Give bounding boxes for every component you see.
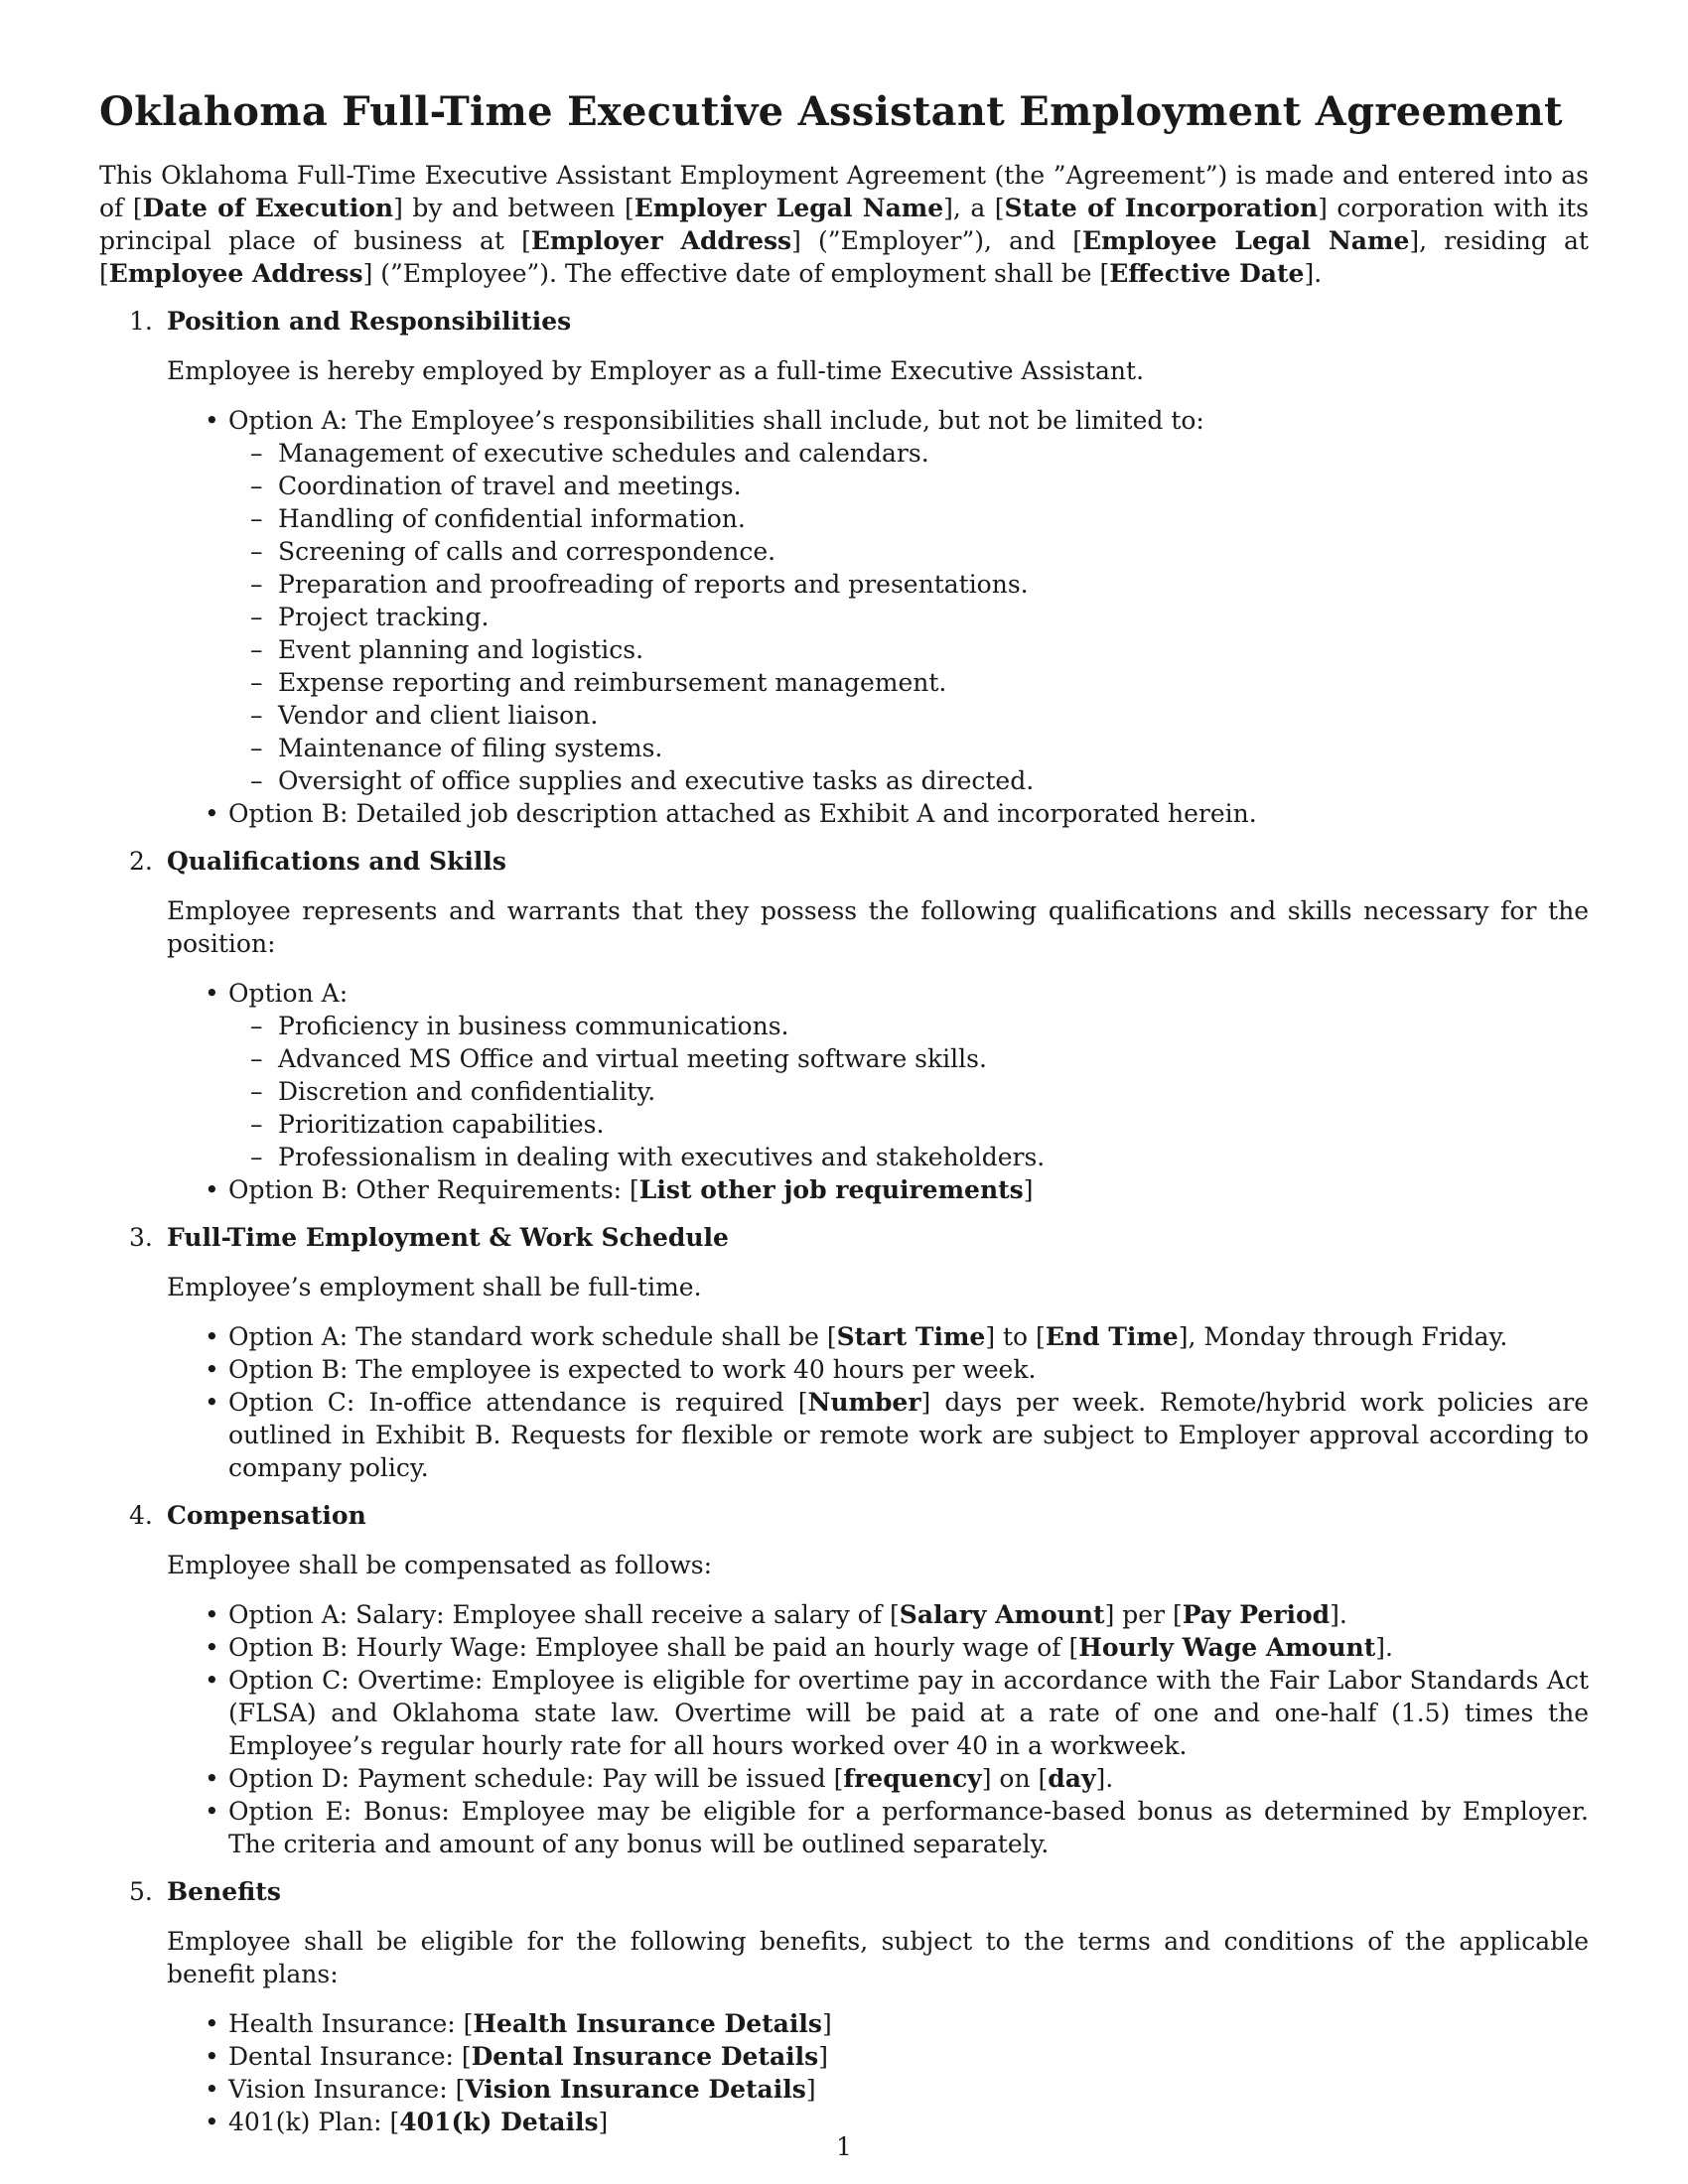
field-other-requirements: List other job requirements bbox=[638, 1175, 1024, 1204]
field-day: day bbox=[1048, 1764, 1096, 1793]
list-item: – Expense reporting and reimbursement management. bbox=[278, 666, 1589, 699]
list-item: – Event planning and logistics. bbox=[278, 633, 1589, 666]
option-text: Option C: In-office attendance is required [ bbox=[228, 1388, 808, 1417]
option-text: ] to [ bbox=[985, 1322, 1046, 1351]
intro-text: ], residing at [ bbox=[99, 226, 1589, 288]
document-page bbox=[99, 87, 1589, 2138]
page-number: 1 bbox=[836, 2132, 852, 2161]
list-item: – Prioritization capabilities. bbox=[278, 1108, 1589, 1141]
section-intro: Employee’s employment shall be full-time. bbox=[167, 1273, 702, 1301]
list-item: – Management of executive schedules and calendars. bbox=[278, 437, 1589, 470]
section-title: Position and Responsibilities bbox=[167, 307, 572, 336]
list-item: – Vendor and client liaison. bbox=[278, 699, 1589, 732]
benefit-label: Dental Insurance: [ bbox=[228, 2042, 472, 2071]
list-item: – Handling of confidential information. bbox=[278, 502, 1589, 535]
section-intro: Employee shall be compensated as follows: bbox=[167, 1551, 713, 1579]
responsibilities-list bbox=[228, 437, 1589, 797]
option-text: Option B: Other Requirements: [ bbox=[228, 1175, 639, 1204]
section-title: Compensation bbox=[167, 1501, 366, 1530]
field-hourly-wage-amount: Hourly Wage Amount bbox=[1078, 1633, 1376, 1662]
benefit-close: ] bbox=[805, 2075, 816, 2104]
list-item: – Oversight of office supplies and executive tasks as directed. bbox=[278, 764, 1589, 797]
section-number: 5. bbox=[129, 1877, 153, 1906]
intro-text: ] (”Employer”), and [ bbox=[791, 226, 1082, 255]
field-employee-legal-name: Employee Legal Name bbox=[1081, 226, 1410, 255]
field-employer-address: Employer Address bbox=[530, 226, 792, 255]
option-text: ] days per week. Remote/hybrid work policies are outlined in Exhibit B. Requests for flexible or remote work are subject to Employer approval according to company policy. bbox=[228, 1388, 1590, 1482]
field-employee-address: Employee Address bbox=[108, 259, 363, 288]
option-text: Option D: Payment schedule: Pay will be issued [ bbox=[228, 1764, 844, 1793]
benefit-close: ] bbox=[598, 2108, 609, 2136]
list-item: – Professionalism in dealing with executives and stakeholders. bbox=[278, 1141, 1589, 1173]
option-text: ]. bbox=[1330, 1600, 1347, 1629]
list-item: – Proficiency in business communications. bbox=[278, 1010, 1589, 1042]
option-text: Option A: Salary: Employee shall receive a salary of [ bbox=[228, 1600, 900, 1629]
section-number: 1. bbox=[129, 307, 153, 336]
field-start-time: Start Time bbox=[836, 1322, 986, 1351]
options-list bbox=[167, 1598, 1589, 1860]
field-end-time: End Time bbox=[1045, 1322, 1179, 1351]
option-item bbox=[228, 1320, 1589, 1353]
option-item bbox=[228, 1598, 1589, 1631]
options-list bbox=[167, 1320, 1589, 1484]
option-text: Option A: The Employee’s responsibilities shall include, but not be limited to: bbox=[228, 406, 1204, 435]
list-item: – Project tracking. bbox=[278, 601, 1589, 633]
options-list bbox=[167, 977, 1589, 1206]
section-title: Full-Time Employment & Work Schedule bbox=[167, 1223, 729, 1252]
list-item: – Preparation and proofreading of reports and presentations. bbox=[278, 568, 1589, 601]
option-text: ], Monday through Friday. bbox=[1178, 1322, 1508, 1351]
option-text: ] per [ bbox=[1104, 1600, 1183, 1629]
section-title: Benefits bbox=[167, 1877, 281, 1906]
field-frequency: frequency bbox=[843, 1764, 982, 1793]
section-number: 2. bbox=[129, 847, 153, 876]
option-text: ] bbox=[1023, 1175, 1034, 1204]
benefit-close: ] bbox=[821, 2009, 832, 2038]
option-text: Option A: bbox=[228, 979, 349, 1008]
intro-text: ], a [ bbox=[943, 194, 1005, 222]
field-health-insurance: Health Insurance Details bbox=[473, 2009, 822, 2038]
section-position-responsibilities bbox=[99, 305, 1589, 830]
benefit-item bbox=[228, 2073, 1589, 2106]
option-item: • Option B: The employee is expected to work 40 hours per week. bbox=[228, 1353, 1589, 1386]
intro-text: This Oklahoma Full-Time Executive Assistant Employment Agreement (the ”Agreement”) is made and entered into as of [ bbox=[99, 161, 1589, 222]
list-item: – Screening of calls and correspondence. bbox=[278, 535, 1589, 568]
intro-text: ] corporation with its principal place of business at [ bbox=[99, 194, 1589, 255]
document-title: Oklahoma Full-Time Executive Assistant Employment Agreement bbox=[99, 88, 1563, 135]
option-item bbox=[228, 404, 1589, 797]
option-item bbox=[228, 1173, 1589, 1206]
option-item: • Option E: Bonus: Employee may be eligible for a performance-based bonus as determined by Employer. The criteria and amount of any bonus will be outlined separately. bbox=[228, 1795, 1589, 1860]
field-salary-amount: Salary Amount bbox=[899, 1600, 1105, 1629]
section-intro: Employee represents and warrants that they possess the following qualifications and skills necessary for the position: bbox=[167, 896, 1589, 958]
option-text: Option B: Hourly Wage: Employee shall be paid an hourly wage of [ bbox=[228, 1633, 1079, 1662]
benefit-label: Vision Insurance: [ bbox=[228, 2075, 466, 2104]
field-effective-date: Effective Date bbox=[1109, 259, 1305, 288]
qualifications-list bbox=[228, 1010, 1589, 1173]
option-item bbox=[228, 977, 1589, 1173]
section-compensation bbox=[99, 1499, 1589, 1860]
benefit-label: Health Insurance: [ bbox=[228, 2009, 474, 2038]
benefit-item bbox=[228, 2007, 1589, 2040]
option-text: ]. bbox=[1375, 1633, 1393, 1662]
benefit-item bbox=[228, 2040, 1589, 2073]
section-benefits bbox=[99, 1875, 1589, 2138]
intro-text: ]. bbox=[1304, 259, 1323, 288]
options-list bbox=[167, 404, 1589, 830]
option-text: ]. bbox=[1095, 1764, 1114, 1793]
field-pay-period: Pay Period bbox=[1182, 1600, 1331, 1629]
benefit-label: 401(k) Plan: [ bbox=[228, 2108, 400, 2136]
section-intro: Employee is hereby employed by Employer as a full-time Executive Assistant. bbox=[167, 356, 1145, 385]
intro-paragraph bbox=[99, 159, 1589, 290]
section-qualifications-skills bbox=[99, 845, 1589, 1206]
field-number-days: Number bbox=[807, 1388, 921, 1417]
field-vision-insurance: Vision Insurance Details bbox=[465, 2075, 806, 2104]
section-work-schedule bbox=[99, 1221, 1589, 1484]
section-title: Qualifications and Skills bbox=[167, 847, 506, 876]
section-intro: Employee shall be eligible for the following benefits, subject to the terms and conditions of the applicable benefit plans: bbox=[167, 1927, 1589, 1988]
option-item bbox=[228, 1762, 1589, 1795]
option-item: • Option C: Overtime: Employee is eligible for overtime pay in accordance with the Fair Labor Standards Act (FLSA) and Oklahoma state law. Overtime will be paid at a rate of one and one-half (1.5) times the Employee’s regular hourly rate for all hours worked over 40 in a workweek. bbox=[228, 1664, 1589, 1762]
field-dental-insurance: Dental Insurance Details bbox=[471, 2042, 819, 2071]
field-state-of-incorporation: State of Incorporation bbox=[1004, 194, 1319, 222]
option-text: Option A: The standard work schedule shall be [ bbox=[228, 1322, 837, 1351]
option-item bbox=[228, 1631, 1589, 1664]
field-date-of-execution: Date of Execution bbox=[142, 194, 394, 222]
section-number: 4. bbox=[129, 1501, 153, 1530]
field-employer-legal-name: Employer Legal Name bbox=[633, 194, 944, 222]
benefit-close: ] bbox=[818, 2042, 828, 2071]
list-item: – Coordination of travel and meetings. bbox=[278, 470, 1589, 502]
option-item bbox=[228, 1386, 1589, 1484]
field-401k: 401(k) Details bbox=[399, 2108, 599, 2136]
intro-text: ] (”Employee”). The effective date of employment shall be [ bbox=[362, 259, 1110, 288]
list-item: – Maintenance of filing systems. bbox=[278, 732, 1589, 764]
benefits-list bbox=[167, 2007, 1589, 2138]
option-item: • Option B: Detailed job description attached as Exhibit A and incorporated herein. bbox=[228, 797, 1589, 830]
intro-text: ] by and between [ bbox=[393, 194, 634, 222]
list-item: – Discretion and confidentiality. bbox=[278, 1075, 1589, 1108]
section-number: 3. bbox=[129, 1223, 153, 1252]
option-text: ] on [ bbox=[981, 1764, 1049, 1793]
list-item: – Advanced MS Office and virtual meeting software skills. bbox=[278, 1042, 1589, 1075]
